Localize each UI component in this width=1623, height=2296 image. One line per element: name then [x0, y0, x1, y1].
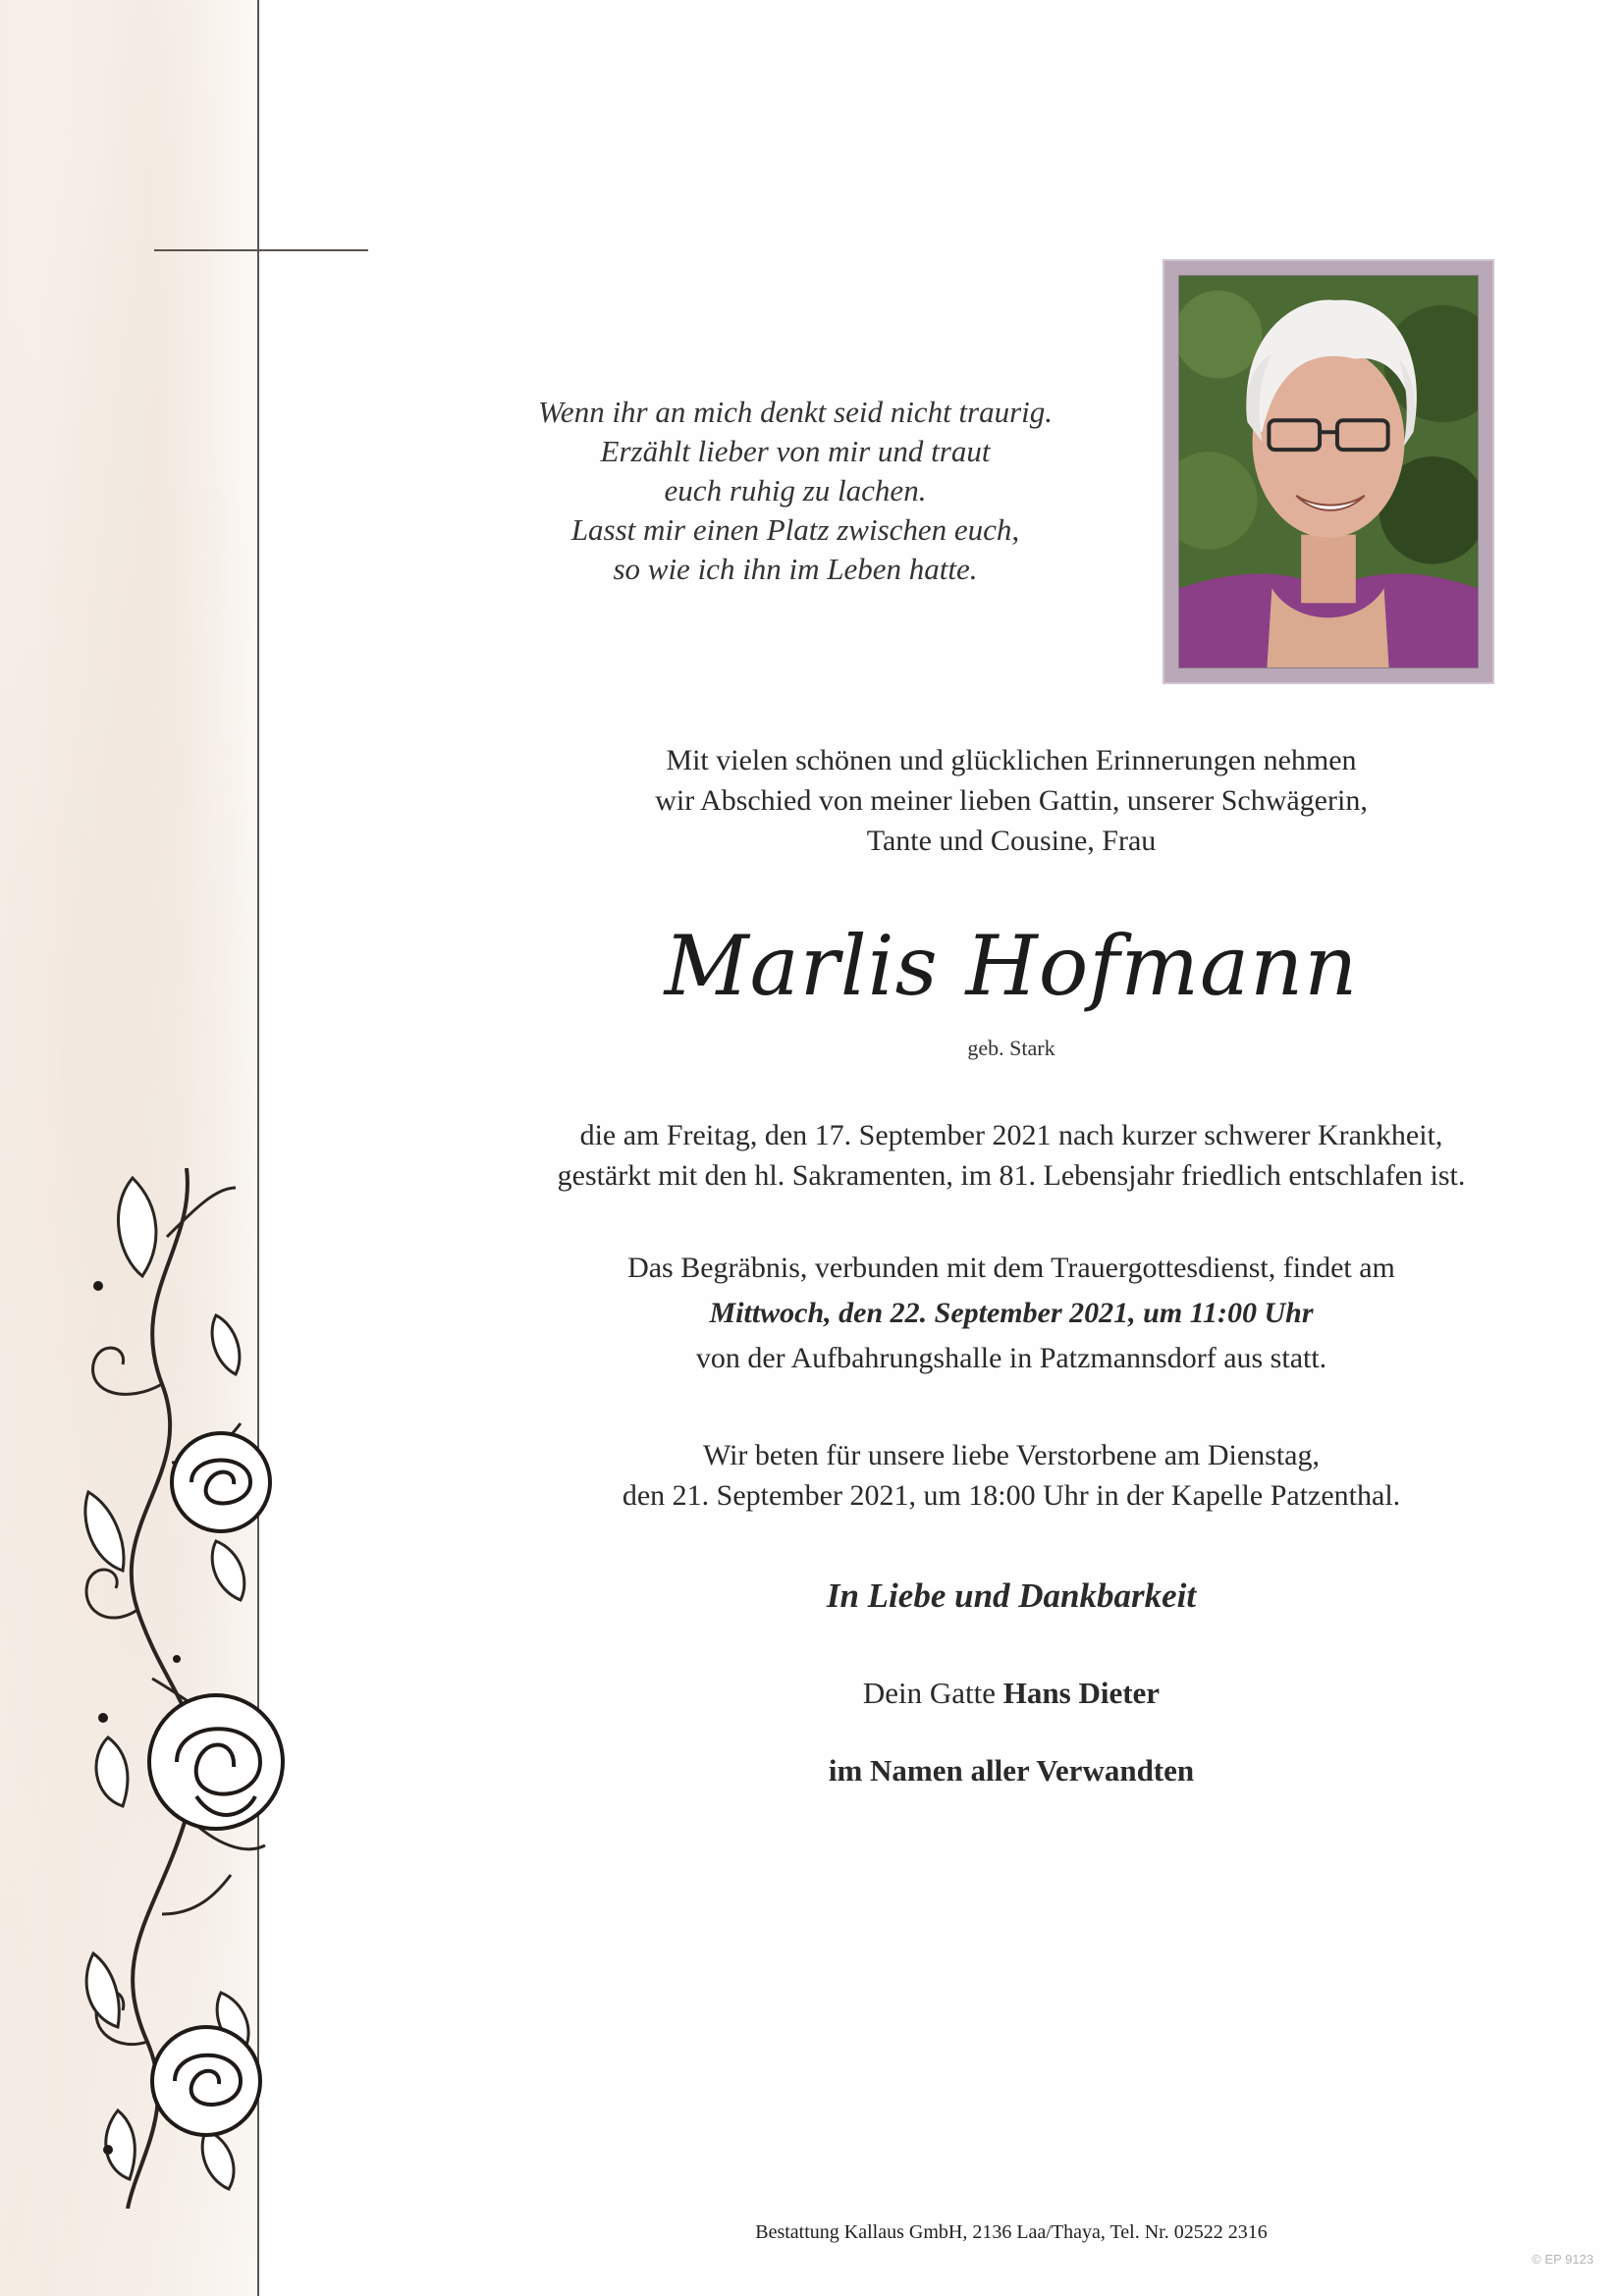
funeral-date-time: Mittwoch, den 22. September 2021, um 11:00 Uhr [709, 1297, 1314, 1329]
funeral-location: von der Aufbahrungshalle in Patzmannsdorf aus statt. [695, 1342, 1327, 1374]
death-notice [461, 1115, 1561, 1196]
death-line: gestärkt mit den hl. Sakramenten, im 81. Lebensjahr friedlich entschlafen ist. [557, 1159, 1466, 1192]
prayer-notice [461, 1435, 1561, 1516]
intro-line: wir Abschied von meiner lieben Gattin, unserer Schwägerin, [655, 784, 1368, 817]
spouse-name: Hans Dieter [1002, 1676, 1161, 1710]
funeral-notice [461, 1246, 1561, 1381]
spouse-prefix: Dein Gatte [862, 1676, 1003, 1710]
deceased-name: Marlis Hofmann [664, 918, 1359, 1014]
intro-line: Mit vielen schönen und glücklichen Erinnerungen nehmen [666, 744, 1357, 776]
poem [461, 393, 1129, 589]
closing-phrase: In Liebe und Dankbarkeit [826, 1576, 1197, 1615]
death-line: die am Freitag, den 17. September 2021 nach kurzer schwerer Krankheit, [579, 1119, 1443, 1151]
poem-line: Lasst mir einen Platz zwischen euch, [570, 512, 1020, 547]
funeral-home-footer: Bestattung Kallaus GmbH, 2136 Laa/Thaya, Tel. Nr. 02522 2316 [755, 2221, 1268, 2243]
prayer-line: den 21. September 2021, um 18:00 Uhr in der Kapelle Patzenthal. [622, 1479, 1401, 1512]
intro-line: Tante und Cousine, Frau [866, 825, 1157, 857]
poem-line: euch ruhig zu lachen. [664, 473, 927, 507]
portrait-illustration [1179, 276, 1478, 667]
relatives-signature: im Namen aller Verwandten [828, 1753, 1195, 1788]
portrait-frame [1163, 259, 1494, 684]
maiden-name: geb. Stark [967, 1036, 1055, 1060]
cross-horizontal-bar [154, 249, 368, 251]
poem-line: so wie ich ihn im Leben hatte. [613, 552, 978, 586]
prayer-line: Wir beten für unsere liebe Verstorbene am Dienstag, [702, 1439, 1320, 1471]
poem-line: Wenn ihr an mich denkt seid nicht traurig. [537, 395, 1054, 429]
template-code: © EP 9123 [1532, 2252, 1594, 2267]
portrait-photo [1178, 275, 1479, 668]
intro-text [550, 740, 1473, 861]
funeral-line: Das Begräbnis, verbunden mit dem Trauergottesdienst, findet am [627, 1252, 1395, 1284]
poem-line: Erzählt lieber von mir und traut [600, 434, 991, 468]
rose-vine-ornament [69, 1168, 353, 2209]
spouse-signature [550, 1673, 1473, 1714]
